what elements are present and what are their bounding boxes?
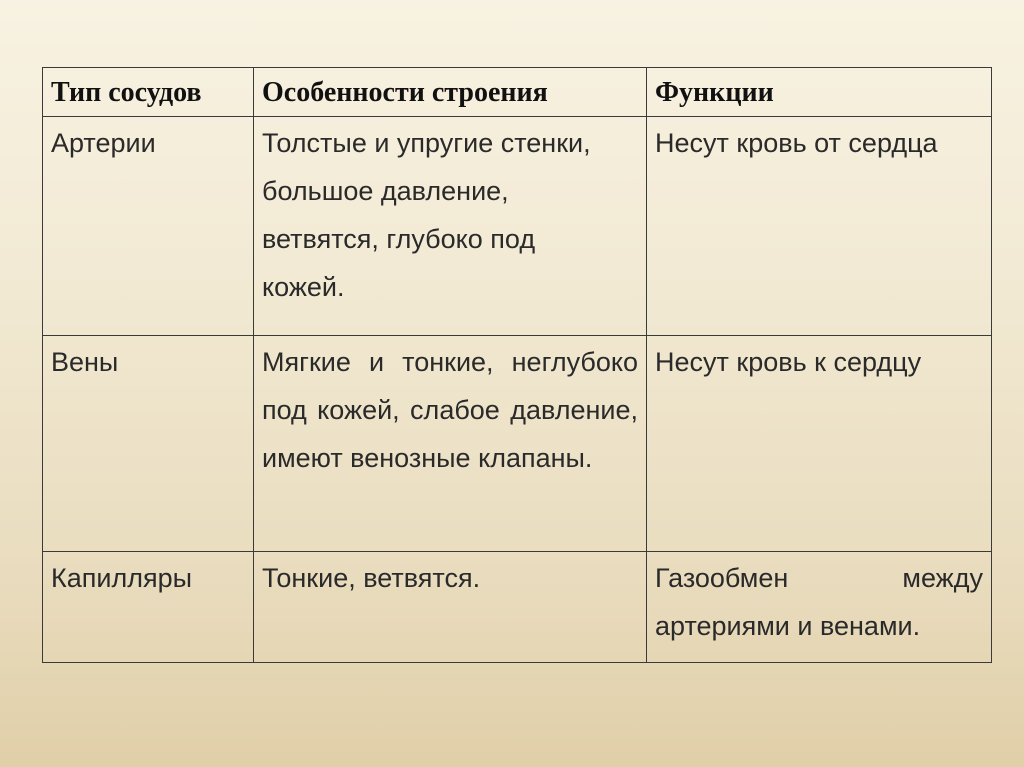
cell-function-veins: Несут кровь к сердцу bbox=[647, 336, 992, 552]
cell-function-arteries: Несут кровь от сердца bbox=[647, 117, 992, 336]
cell-function-capillaries: Газообмен между артериями и венами. bbox=[647, 552, 992, 663]
cell-type-veins: Вены bbox=[43, 336, 254, 552]
header-structure: Особенности строения bbox=[254, 68, 647, 117]
cell-structure-arteries: Толстые и упругие стенки, большое давление, ветвятся, глубоко под кожей. bbox=[254, 117, 647, 336]
header-vessel-type: Тип сосудов bbox=[43, 68, 254, 117]
header-row bbox=[43, 68, 992, 117]
table-row-veins bbox=[43, 336, 992, 552]
cell-type-arteries: Артерии bbox=[43, 117, 254, 336]
cell-type-capillaries: Капилляры bbox=[43, 552, 254, 663]
header-function: Функции bbox=[647, 68, 992, 117]
table-row-arteries bbox=[43, 117, 992, 336]
table-row-capillaries bbox=[43, 552, 992, 663]
cell-structure-capillaries: Тонкие, ветвятся. bbox=[254, 552, 647, 663]
vessel-table bbox=[42, 67, 992, 663]
cell-structure-veins: Мягкие и тонкие, неглубоко под кожей, слабое давление, имеют венозные клапаны. bbox=[254, 336, 647, 552]
